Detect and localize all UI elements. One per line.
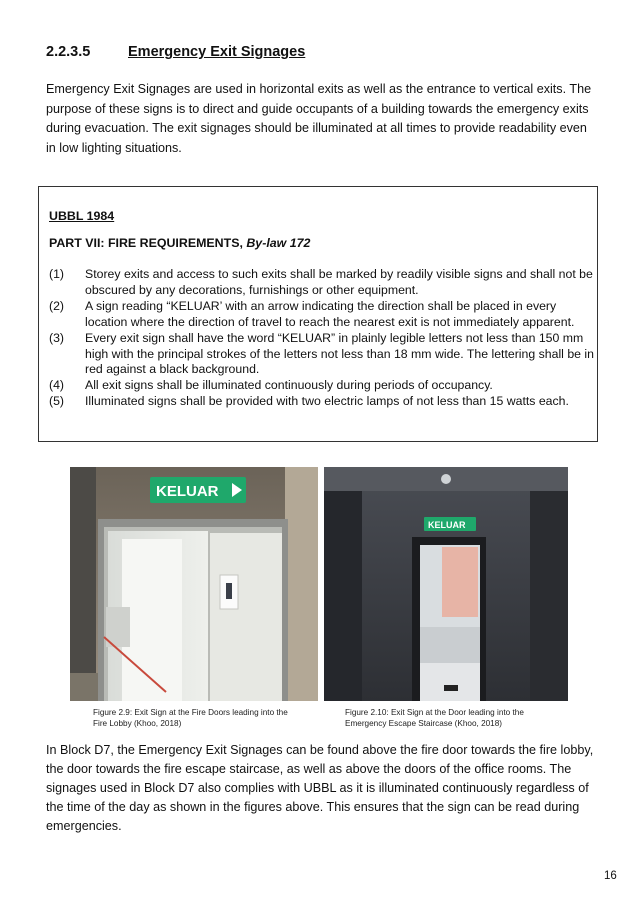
rule-number: (2) [49, 298, 65, 313]
rule-item [49, 331, 597, 379]
ubbl-box [38, 186, 598, 442]
intro-paragraph: Emergency Exit Signages are used in horizontal exits as well as the entrance to vertical exits. The purpose of these signs is to direct and guide occupants of a building towards the emergency exits during evacuation. The exit signages should be illuminated at all times to provide readability even in low lighting situations. [46, 82, 592, 155]
rule-item [49, 299, 597, 331]
exit-sign-text: KELUAR [156, 483, 219, 500]
fire-lobby-illustration [70, 467, 318, 701]
section-number: 2.2.3.5 [46, 44, 91, 60]
rule-text: All exit signs shall be illuminated continuously during periods of occupancy. [85, 378, 493, 393]
exit-sign-text: KELUAR [428, 520, 466, 530]
staircase-illustration [324, 467, 568, 701]
rule-number: (3) [49, 330, 65, 345]
section-title: Emergency Exit Signages [128, 44, 306, 60]
rule-text: Illuminated signs shall be provided with two electric lamps of not less than 15 watts each. [85, 394, 569, 409]
bylaw-label: By-law 172 [246, 236, 311, 250]
ubbl-title: UBBL 1984 [49, 209, 115, 223]
part-title [49, 236, 310, 250]
rule-text: A sign reading “KELUAR’ with an arrow indicating the direction shall be placed in every location where the direction of travel to reach the nearest exit is not immediately apparent. [85, 298, 575, 329]
rule-text: Storey exits and access to such exits shall be marked by readily visible signs and shall not be obscured by any decorations, furnishings or other equipment. [85, 267, 593, 297]
figure-photo-staircase [324, 467, 568, 701]
outro-paragraph: In Block D7, the Emergency Exit Signages can be found above the fire door towards the fire lobby, the door towards the fire escape staircase, as well as above the doors of the office rooms. The signages used in Block D7 also complies with UBBL as it is illuminated continuously regardless of the time of the day as shown in the figures above. This ensures that the sign can be read during emergencies. [46, 743, 594, 833]
section-heading [46, 44, 305, 60]
rule-text: Every exit sign shall have the word “KELUAR” in plainly legible letters not less than 150 mm high with the principal strokes of the letters not less than 18 mm wide. The lettering shall be in red against a black background. [85, 330, 594, 377]
page-number: 16 [604, 870, 617, 882]
rule-number: (1) [49, 267, 65, 281]
figure-caption: Figure 2.9: Exit Sign at the Fire Doors leading into the Fire Lobby (Khoo, 2018) [93, 708, 288, 728]
rule-item [49, 394, 597, 410]
part-label: PART VII: FIRE REQUIREMENTS, [49, 236, 243, 250]
rule-number: (4) [49, 378, 65, 393]
figure-caption: Figure 2.10: Exit Sign at the Door leading into the Emergency Escape Staircase (Khoo, 2018) [345, 708, 524, 728]
figure-photo-fire-lobby [70, 467, 318, 701]
rules-list [49, 267, 597, 410]
rule-number: (5) [49, 394, 65, 409]
rule-item [49, 378, 597, 394]
rule-item [49, 267, 597, 299]
